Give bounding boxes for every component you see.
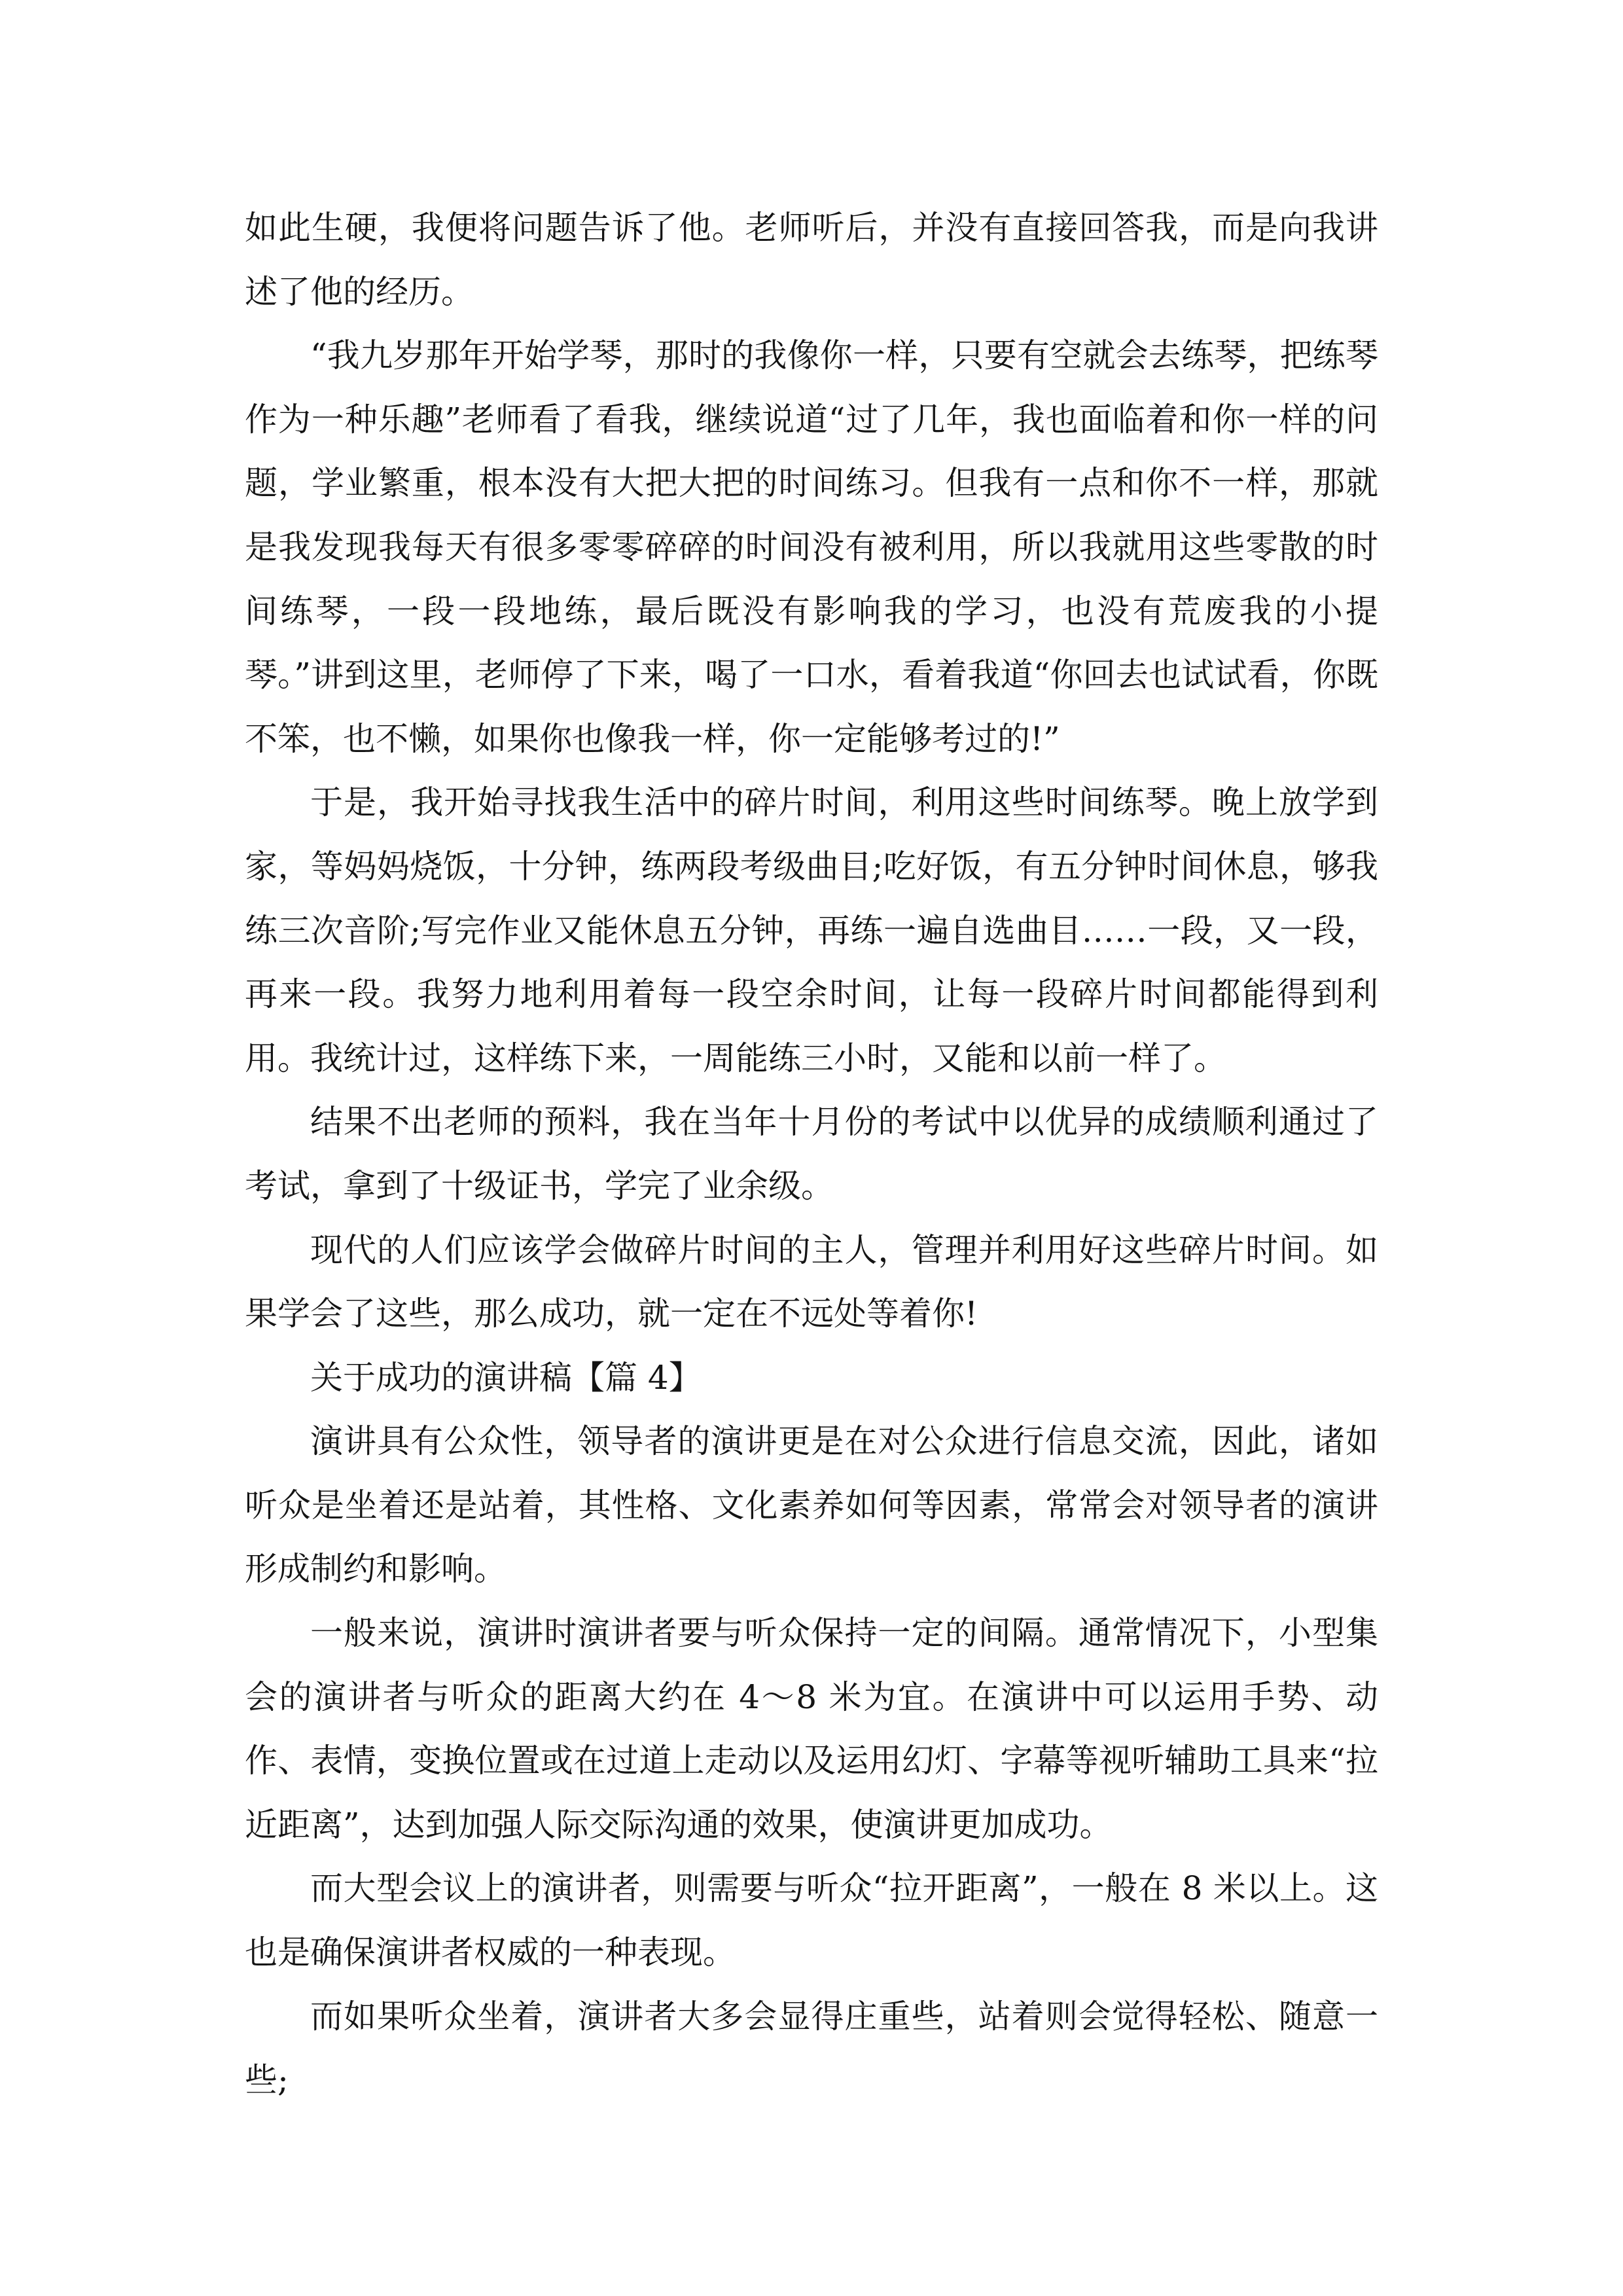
document-body: [245, 196, 1378, 2113]
paragraph: 演讲具有公众性，领导者的演讲更是在对公众进行信息交流，因此，诸如听众是坐着还是站着，其性格、文化素养如何等因素，常常会对领导者的演讲形成制约和影响。: [245, 1422, 1378, 1588]
paragraph: 而如果听众坐着，演讲者大多会显得庄重些，站着则会觉得轻松、随意一些;: [245, 1997, 1378, 2100]
paragraph: 如此生硬，我便将问题告诉了他。老师听后，并没有直接回答我，而是向我讲述了他的经历。: [245, 209, 1378, 311]
paragraph: “我九岁那年开始学琴，那时的我像你一样，只要有空就会去练琴，把练琴作为一种乐趣”老师看了看我，继续说道“过了几年，我也面临着和你一样的问题，学业繁重，根本没有大把大把的时间练习。但我有一点和你不一样，那就是我发现我每天有很多零零碎碎的时间没有被利用，所以我就用这些零散的时间练琴，一段一段地练，最后既没有影响我的学习，也没有荒废我的小提琴。”讲到这里，老师停了下来，喝了一口水，看着我道“你回去也试试看，你既不笨，也不懒，如果你也像我一样，你一定能够考过的!”: [245, 336, 1378, 758]
paragraph: 现代的人们应该学会做碎片时间的主人，管理并利用好这些碎片时间。如果学会了这些，那么成功，就一定在不远处等着你!: [245, 1230, 1378, 1333]
paragraph: 结果不出老师的预料，我在当年十月份的考试中以优异的成绩顺利通过了考试，拿到了十级证书，学完了业余级。: [245, 1103, 1378, 1205]
paragraph: 而大型会议上的演讲者，则需要与听众“拉开距离”，一般在 8 米以上。这也是确保演讲者权威的一种表现。: [245, 1869, 1378, 1972]
section-heading: 关于成功的演讲稿【篇 4】: [310, 1358, 702, 1397]
paragraph: 于是，我开始寻找我生活中的碎片时间，利用这些时间练琴。晚上放学到家，等妈妈烧饭，十分钟，练两段考级曲目;吃好饭，有五分钟时间休息，够我练三次音阶;写完作业又能休息五分钟，再练一遍自选曲目……一段，又一段，再来一段。我努力地利用着每一段空余时间，让每一段碎片时间都能得到利用。我统计过，这样练下来，一周能练三小时，又能和以前一样了。: [245, 783, 1378, 1077]
paragraph: 一般来说，演讲时演讲者要与听众保持一定的间隔。通常情况下，小型集会的演讲者与听众的距离大约在 4～8 米为宜。在演讲中可以运用手势、动作、表情，变换位置或在过道上走动以及运用幻灯、字幕等视听辅助工具来“拉近距离”，达到加强人际交际沟通的效果，使演讲更加成功。: [245, 1614, 1378, 1844]
